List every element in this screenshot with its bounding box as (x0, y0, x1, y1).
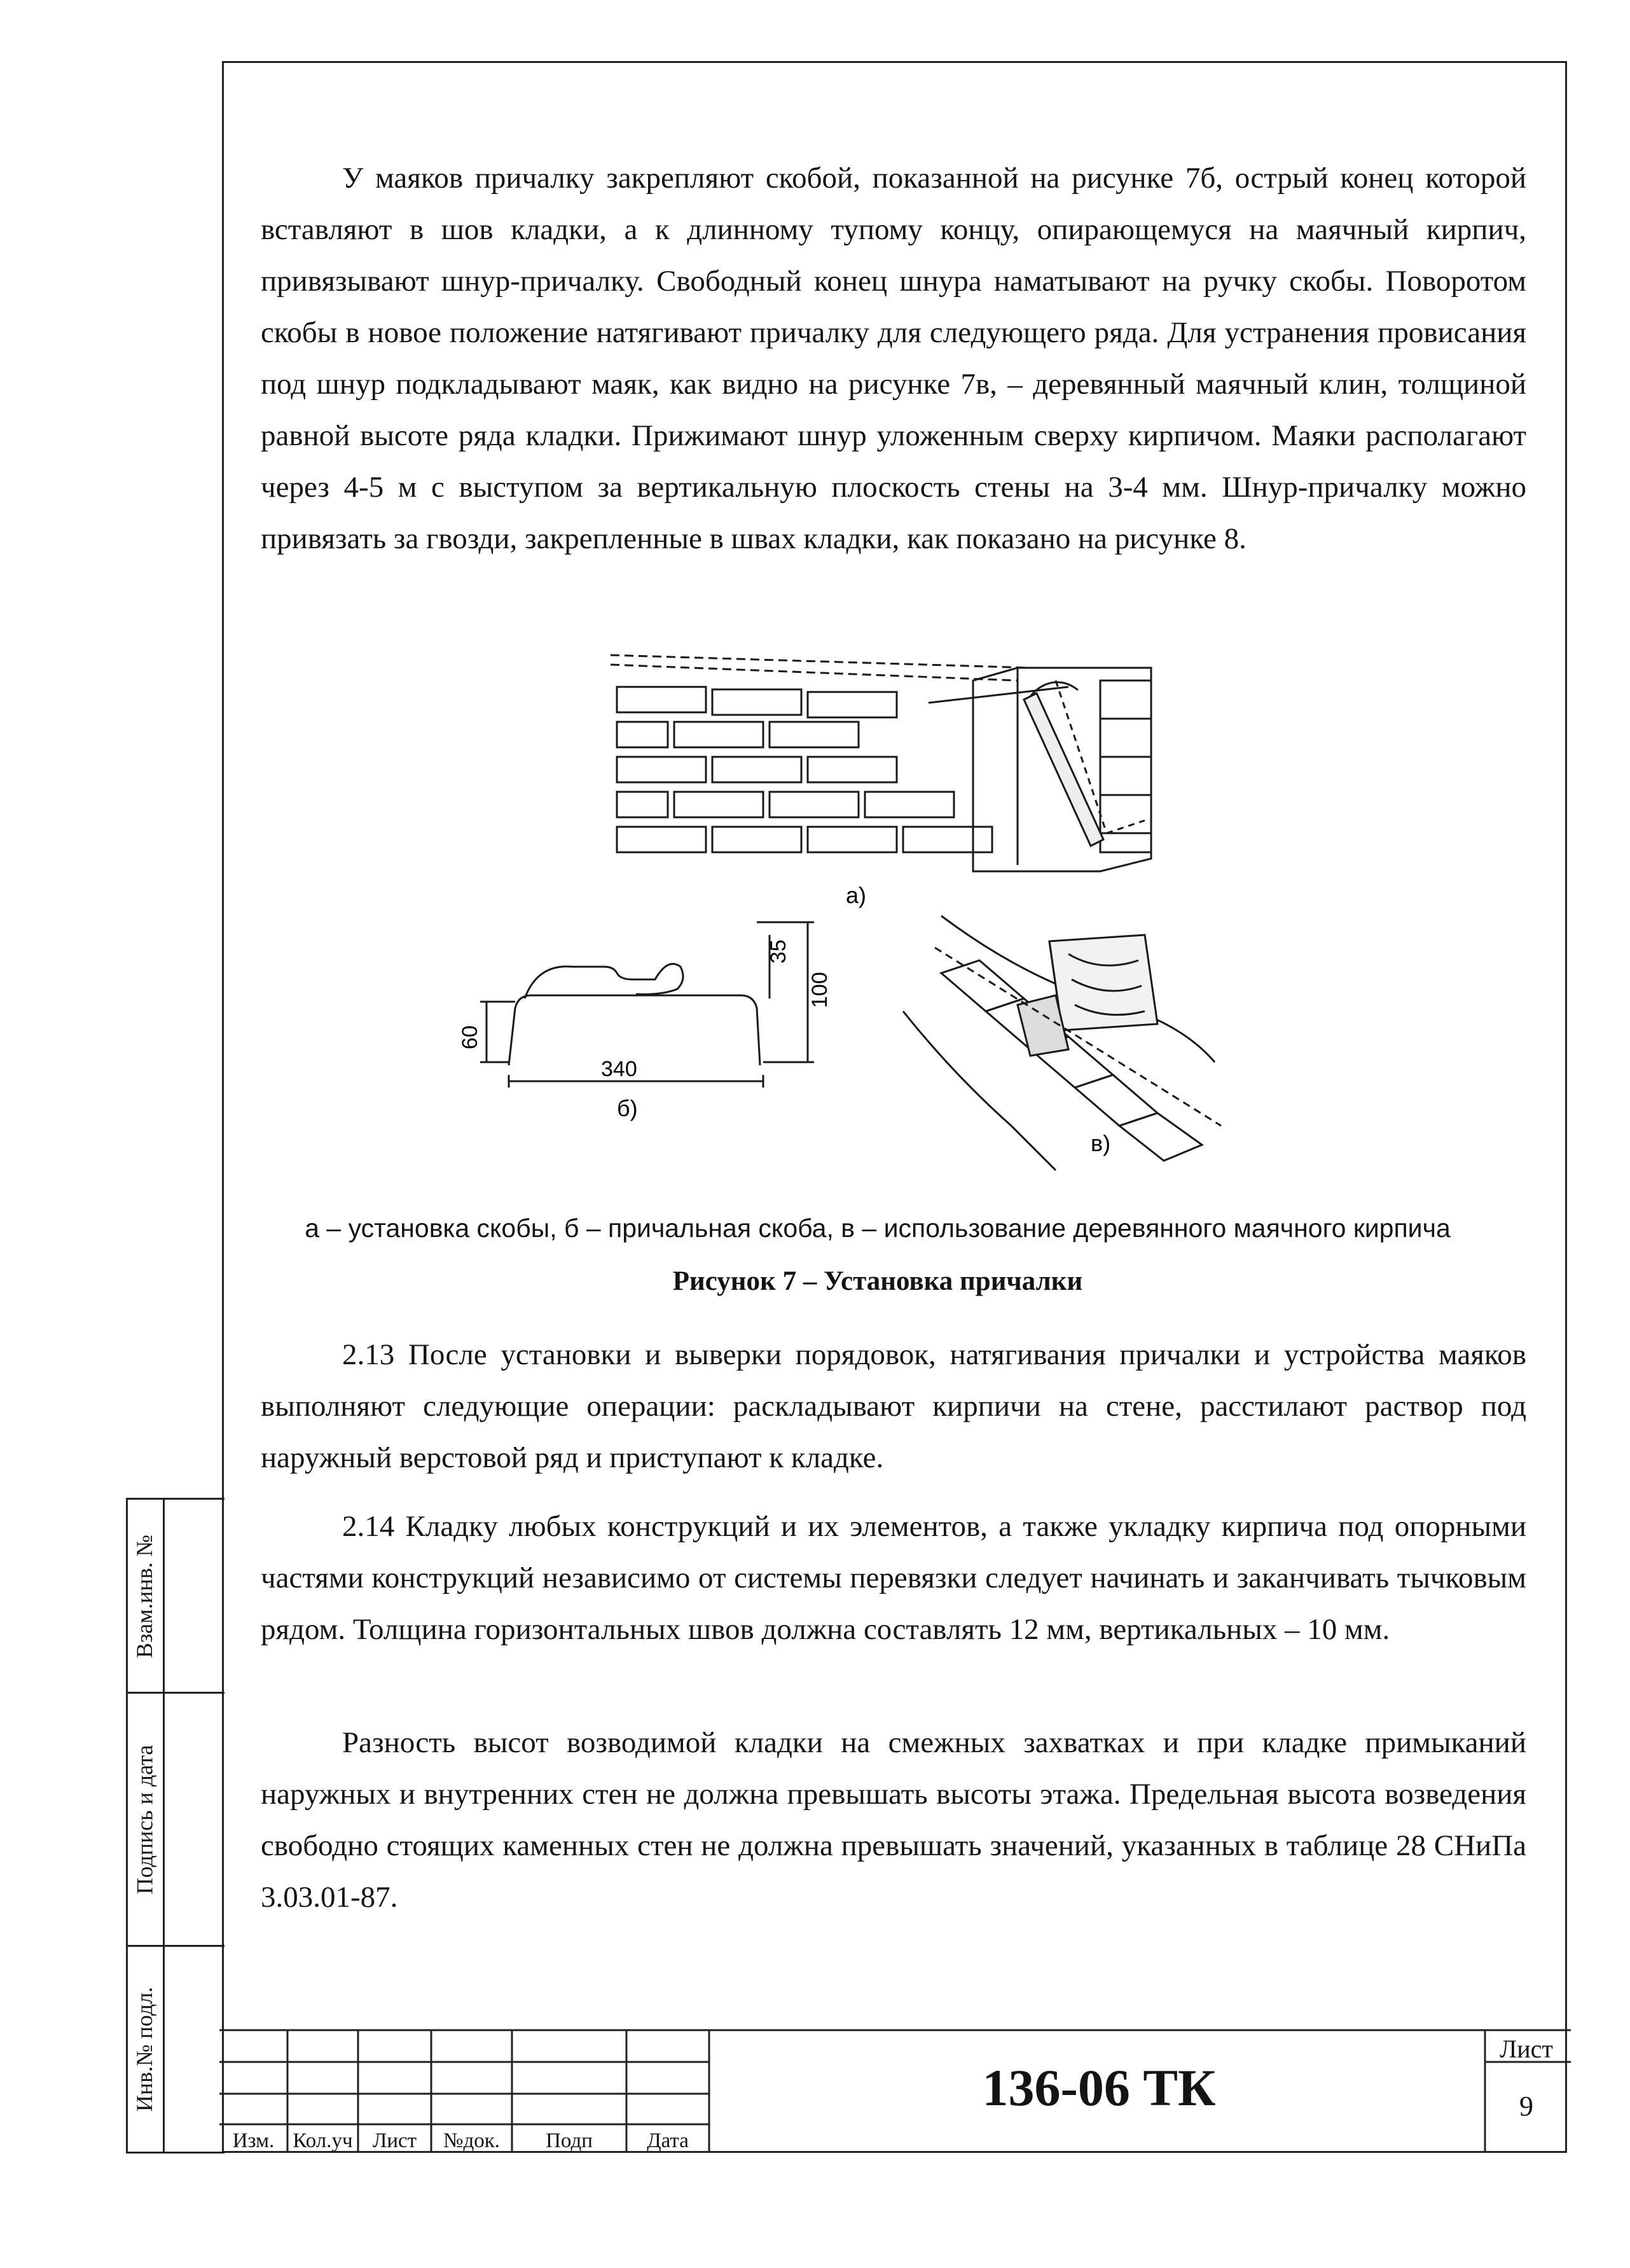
paragraph-mayaki: У маяков причалку закрепляют скобой, показанной на рисунке 7б, острый конец которой вставляют в шов кладки, а к длинному тупому концу, опирающемуся на маячный кирпич, привязывают шнур-причалку. Свободный конец шнура наматывают на ручку скобы. Поворотом скобы в новое положение натягивают причалку для следующего ряда. Для устранения провисания под шнур подкладывают маяк, как видно на рисунке 7в, – деревянный маячный клин, толщиной равной высоте ряда кладки. Прижимают шнур уложенным сверху кирпичом. Маяки располагают через 4-5 м с выступом за вертикальную плоскость стены на 3-4 мм. Шнур-причалку можно привязать за гвозди, закрепленные в швах кладки, как показано на рисунке 8. (261, 162, 1526, 555)
dim-340: 340 (601, 1057, 637, 1081)
document-code: 136-06 ТК (982, 2059, 1216, 2117)
paragraph-2-14: 2.14 Кладку любых конструкций и их элементов, а также укладку кирпича под опорными частями конструкций независимо от системы перевязки следует начинать и заканчивать тычковым рядом. Толщина горизонтальных швов должна составлять 12 мм, вертикальных – 10 мм. (261, 1510, 1526, 1646)
col-date: Дата (647, 2129, 689, 2152)
label-v: в) (1091, 1130, 1111, 1156)
sheet-number: 9 (1519, 2091, 1533, 2122)
side-label-inv-podl: Инв.№ подл. (132, 1986, 157, 2112)
col-list: Лист (372, 2129, 417, 2152)
label-b: б) (617, 1095, 638, 1121)
col-kol-uch: Кол.уч (293, 2129, 353, 2152)
dim-35: 35 (766, 939, 791, 964)
brick-rows (617, 687, 992, 852)
paragraph-height-difference: Разность высот возводимой кладки на смежных захватках и при кладке примыканий наружных и внутренних стен не должна превышать высоты этажа. Предельная высота возведения свободно стоящих каменных стен не должна превышать значений, указанных в таблице 28 СНиПа 3.03.01-87. (261, 1726, 1526, 1914)
figure-7v-beacon-drawing (903, 916, 1221, 1170)
col-izm: Изм. (232, 2129, 275, 2152)
figure-caption: а – установка скобы, б – причальная скоба, в – использование деревянного маячного кирпича (305, 1214, 1451, 1243)
col-signature: Подп (546, 2129, 593, 2152)
figure-7a-wall-drawing (611, 655, 1151, 871)
dim-100: 100 (808, 972, 832, 1008)
sheet-label: Лист (1500, 2035, 1553, 2063)
label-a: а) (846, 882, 867, 908)
paragraph-2-13: 2.13 После установки и выверки порядовок, натягивания причалки и устройства маяков выполняют следующие операции: раскладывают кирпичи на стене, расстилают раствор под наружный верстовой ряд и приступают к кладке. (261, 1338, 1526, 1474)
side-label-sign-date: Подпись и дата (132, 1745, 158, 1894)
side-label-inv-zam: Взам.инв. № (132, 1535, 157, 1658)
figure-7b-bracket-drawing (480, 922, 814, 1088)
figure-7 (382, 642, 1374, 1208)
dim-60: 60 (458, 1025, 482, 1049)
side-stamp-divider (163, 1498, 165, 2154)
col-doc-number: №док. (443, 2129, 501, 2152)
figure-title: Рисунок 7 – Установка причалки (672, 1266, 1083, 1296)
